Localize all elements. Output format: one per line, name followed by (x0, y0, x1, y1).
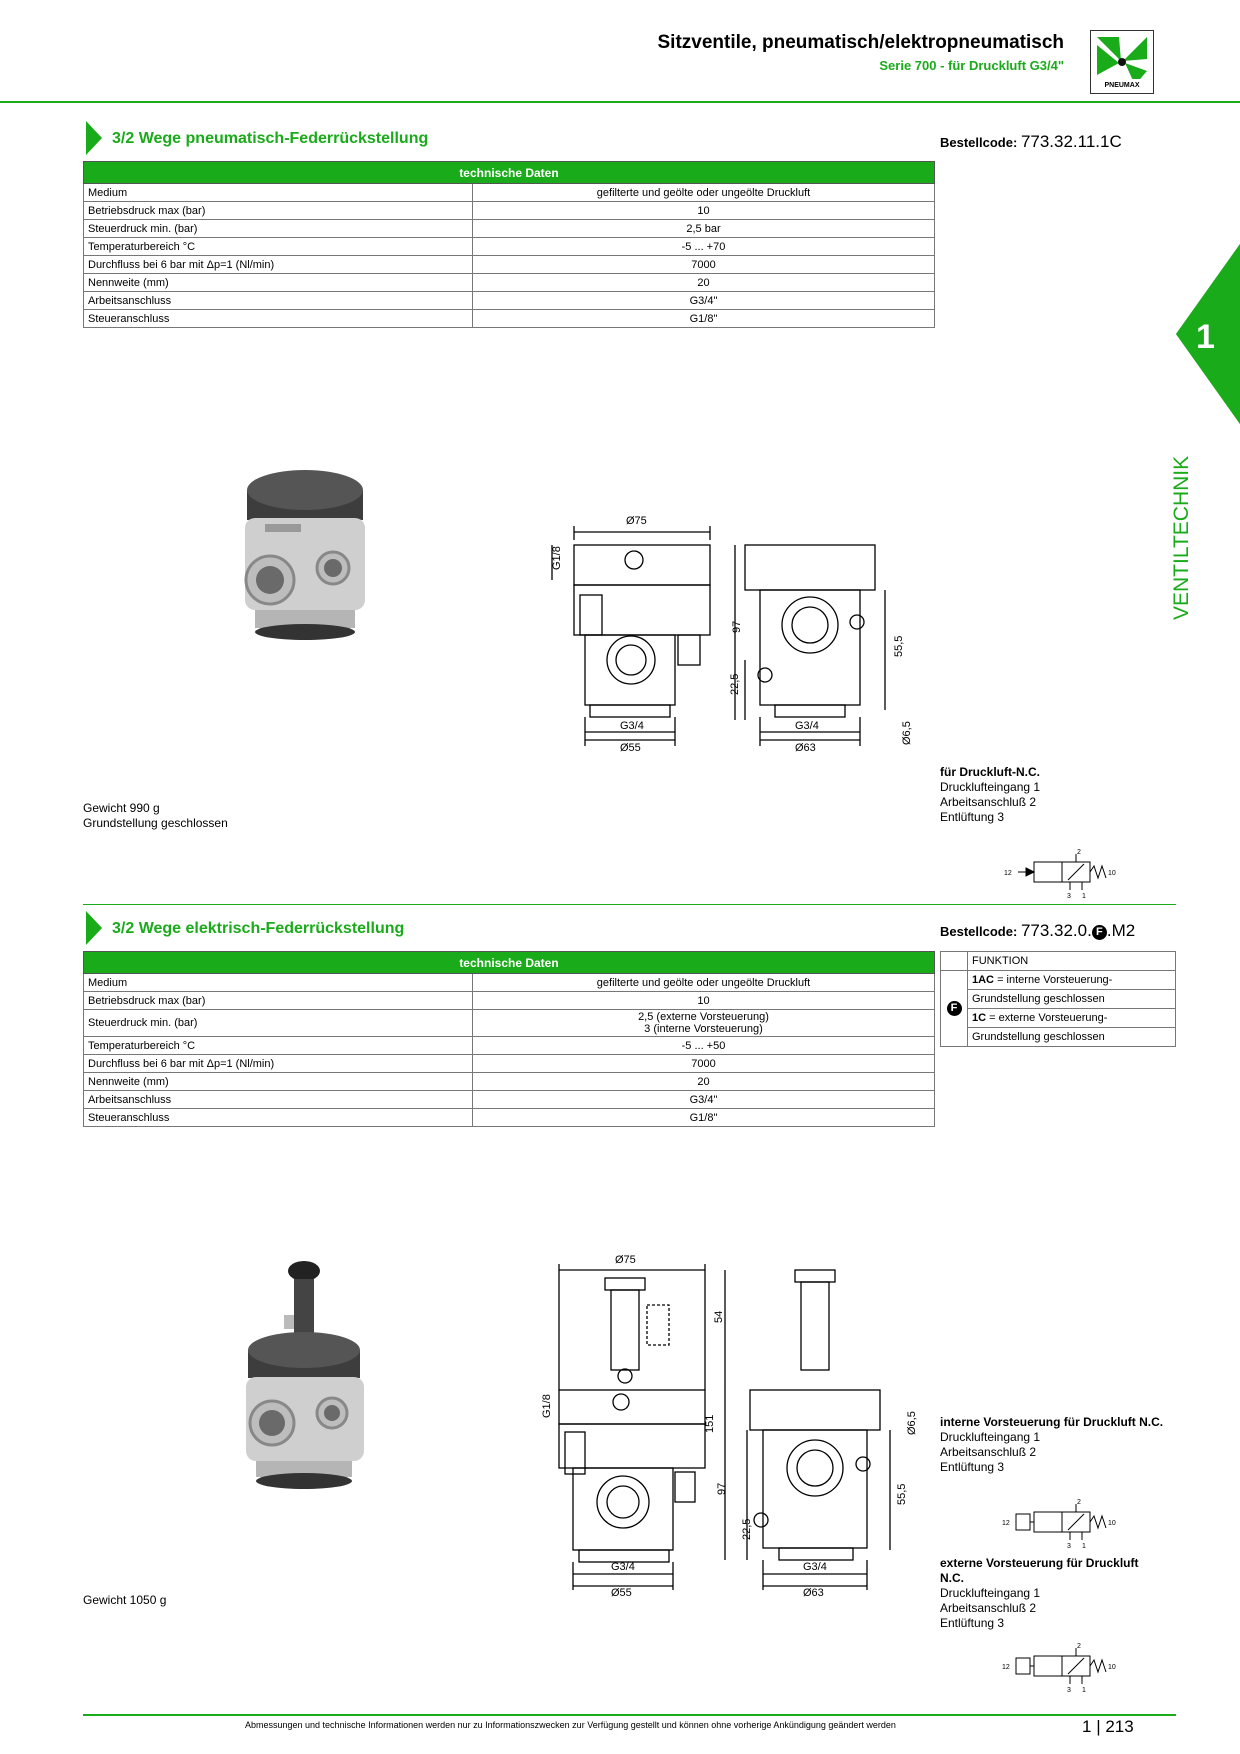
footer-divider (83, 1714, 1176, 1716)
svg-text:12: 12 (1002, 1664, 1010, 1671)
section-arrow-icon (86, 121, 102, 155)
drawing-section1 (540, 510, 913, 754)
svg-text:1: 1 (1082, 1543, 1086, 1550)
footer-disclaimer: Abmessungen und technische Informationen werden nur zu Informationszwecken zur Verfügung gestellt und können ohne vorherige Ankündigung geändert werden (245, 1720, 896, 1730)
chapter-label: VENTILTECHNIK (1170, 455, 1193, 620)
table-row: Medium gefilterte und geölte oder ungeölte Druckluft (84, 974, 935, 992)
svg-text:2: 2 (1077, 849, 1081, 856)
svg-text:10: 10 (1108, 1520, 1116, 1527)
table-row: Betriebsdruck max (bar) 10 (84, 202, 935, 220)
svg-text:G3/4: G3/4 (611, 1561, 635, 1573)
page-header-title: Sitzventile, pneumatisch/elektropneumatisch (657, 32, 1064, 53)
table-row: Nennweite (mm) 20 (84, 274, 935, 292)
pneumatic-symbol-external (998, 1642, 1118, 1694)
svg-text:Ø55: Ø55 (620, 742, 641, 754)
section2-title: 3/2 Wege elektrisch-Federrückstellung (112, 920, 405, 937)
svg-text:12: 12 (1004, 870, 1012, 877)
function-table: FUNKTION F 1AC = interne Vorsteuerung- Grundstellung geschlossen 1C = externe Vorsteuerung- Grundstellung geschlossen (940, 951, 1176, 1047)
svg-text:Ø55: Ø55 (611, 1587, 632, 1599)
footer-page-number: 1 | 213 (1082, 1717, 1134, 1736)
section-divider (83, 904, 1176, 905)
svg-text:22,5: 22,5 (741, 1518, 753, 1540)
svg-text:1: 1 (1082, 1687, 1086, 1694)
svg-text:Ø63: Ø63 (795, 742, 816, 754)
svg-text:2: 2 (1077, 1499, 1081, 1506)
table-row: Steuerdruck min. (bar) 2,5 bar (84, 220, 935, 238)
logo-text: PNEUMAX (1104, 82, 1140, 89)
spec-table-header: technische Daten (84, 952, 935, 974)
svg-text:10: 10 (1108, 870, 1116, 877)
table-row: Arbeitsanschluss G3/4" (84, 1091, 935, 1109)
svg-text:55,5: 55,5 (896, 1483, 908, 1505)
svg-text:10: 10 (1108, 1664, 1116, 1671)
valve-photo-pneumatic (225, 460, 375, 660)
header-divider (0, 101, 1240, 103)
svg-text:Ø75: Ø75 (615, 1254, 636, 1266)
chapter-number: 1 (1196, 318, 1215, 356)
pneumatic-symbol-internal (998, 1498, 1118, 1550)
section1-spec-table (83, 161, 935, 328)
table-row: Durchfluss bei 6 bar mit Δp=1 (Nl/min) 7000 (84, 1055, 935, 1073)
section1-order-code: Bestellcode: 773.32.11.1C (940, 132, 1122, 151)
svg-text:Ø6,5: Ø6,5 (906, 1411, 918, 1435)
section-arrow-icon (86, 911, 102, 945)
table-row: Durchfluss bei 6 bar mit Δp=1 (Nl/min) 7000 (84, 256, 935, 274)
section2-order-code: Bestellcode: 773.32.0. F .M2 (940, 921, 1136, 940)
table-row: Steueranschluss G1/8" (84, 1109, 935, 1127)
svg-text:Ø6,5: Ø6,5 (901, 721, 913, 745)
svg-text:3: 3 (1067, 1687, 1071, 1694)
section2-legend-internal: interne Vorsteuerung für Druckluft N.C. Drucklufteingang 1 Arbeitsanschluß 2 Entlüftung 3 (940, 1415, 1164, 1474)
pneumatic-symbol-1 (998, 848, 1118, 900)
table-row: Medium gefilterte und geölte oder ungeölte Druckluft (84, 184, 935, 202)
section1-title: 3/2 Wege pneumatisch-Federrückstellung (112, 130, 429, 147)
svg-text:G3/4: G3/4 (795, 720, 819, 732)
svg-text:G3/4: G3/4 (803, 1561, 827, 1573)
svg-text:151: 151 (704, 1414, 716, 1433)
section2-legend-external: externe Vorsteuerung für Druckluft N.C. Drucklufteingang 1 Arbeitsanschluß 2 Entlüftung 3 (940, 1556, 1139, 1630)
svg-text:54: 54 (713, 1310, 725, 1323)
svg-text:Ø75: Ø75 (626, 515, 647, 527)
table-row: Steueranschluss G1/8" (84, 310, 935, 328)
svg-text:2: 2 (1077, 1643, 1081, 1650)
section1-default-position: Grundstellung geschlossen (83, 816, 228, 830)
svg-text:22,5: 22,5 (729, 673, 741, 695)
svg-text:1: 1 (1082, 893, 1086, 900)
svg-text:3: 3 (1067, 1543, 1071, 1550)
svg-text:55,5: 55,5 (893, 635, 905, 657)
table-row: Nennweite (mm) 20 (84, 1073, 935, 1091)
svg-text:3: 3 (1067, 893, 1071, 900)
svg-text:12: 12 (1002, 1520, 1010, 1527)
svg-text:G1/8: G1/8 (551, 546, 563, 570)
svg-text:Ø63: Ø63 (803, 1587, 824, 1599)
spec-table-header: technische Daten (84, 162, 935, 184)
page-header-subtitle: Serie 700 - für Druckluft G3/4" (879, 58, 1064, 73)
pneumax-logo (1090, 30, 1154, 94)
section1-legend: für Druckluft-N.C. Drucklufteingang 1 Arbeitsanschluß 2 Entlüftung 3 (940, 765, 1041, 824)
svg-text:G3/4: G3/4 (620, 720, 644, 732)
section2-weight: Gewicht 1050 g (83, 1593, 167, 1607)
svg-text:G1/8: G1/8 (541, 1394, 553, 1418)
table-row: Steuerdruck min. (bar) 2,5 (externe Vorsteuerung) 3 (interne Vorsteuerung) (84, 1010, 935, 1037)
section1-weight: Gewicht 990 g (83, 801, 160, 815)
svg-text:97: 97 (731, 620, 743, 633)
function-marker: F (947, 1001, 962, 1016)
table-row: Temperaturbereich °C -5 ... +50 (84, 1037, 935, 1055)
table-row: Temperaturbereich °C -5 ... +70 (84, 238, 935, 256)
valve-photo-electric (230, 1255, 375, 1495)
drawing-section2 (535, 1250, 918, 1599)
svg-text:97: 97 (716, 1482, 728, 1495)
section2-spec-table (83, 951, 935, 1127)
table-row: Arbeitsanschluss G3/4" (84, 292, 935, 310)
table-row: Betriebsdruck max (bar) 10 (84, 992, 935, 1010)
